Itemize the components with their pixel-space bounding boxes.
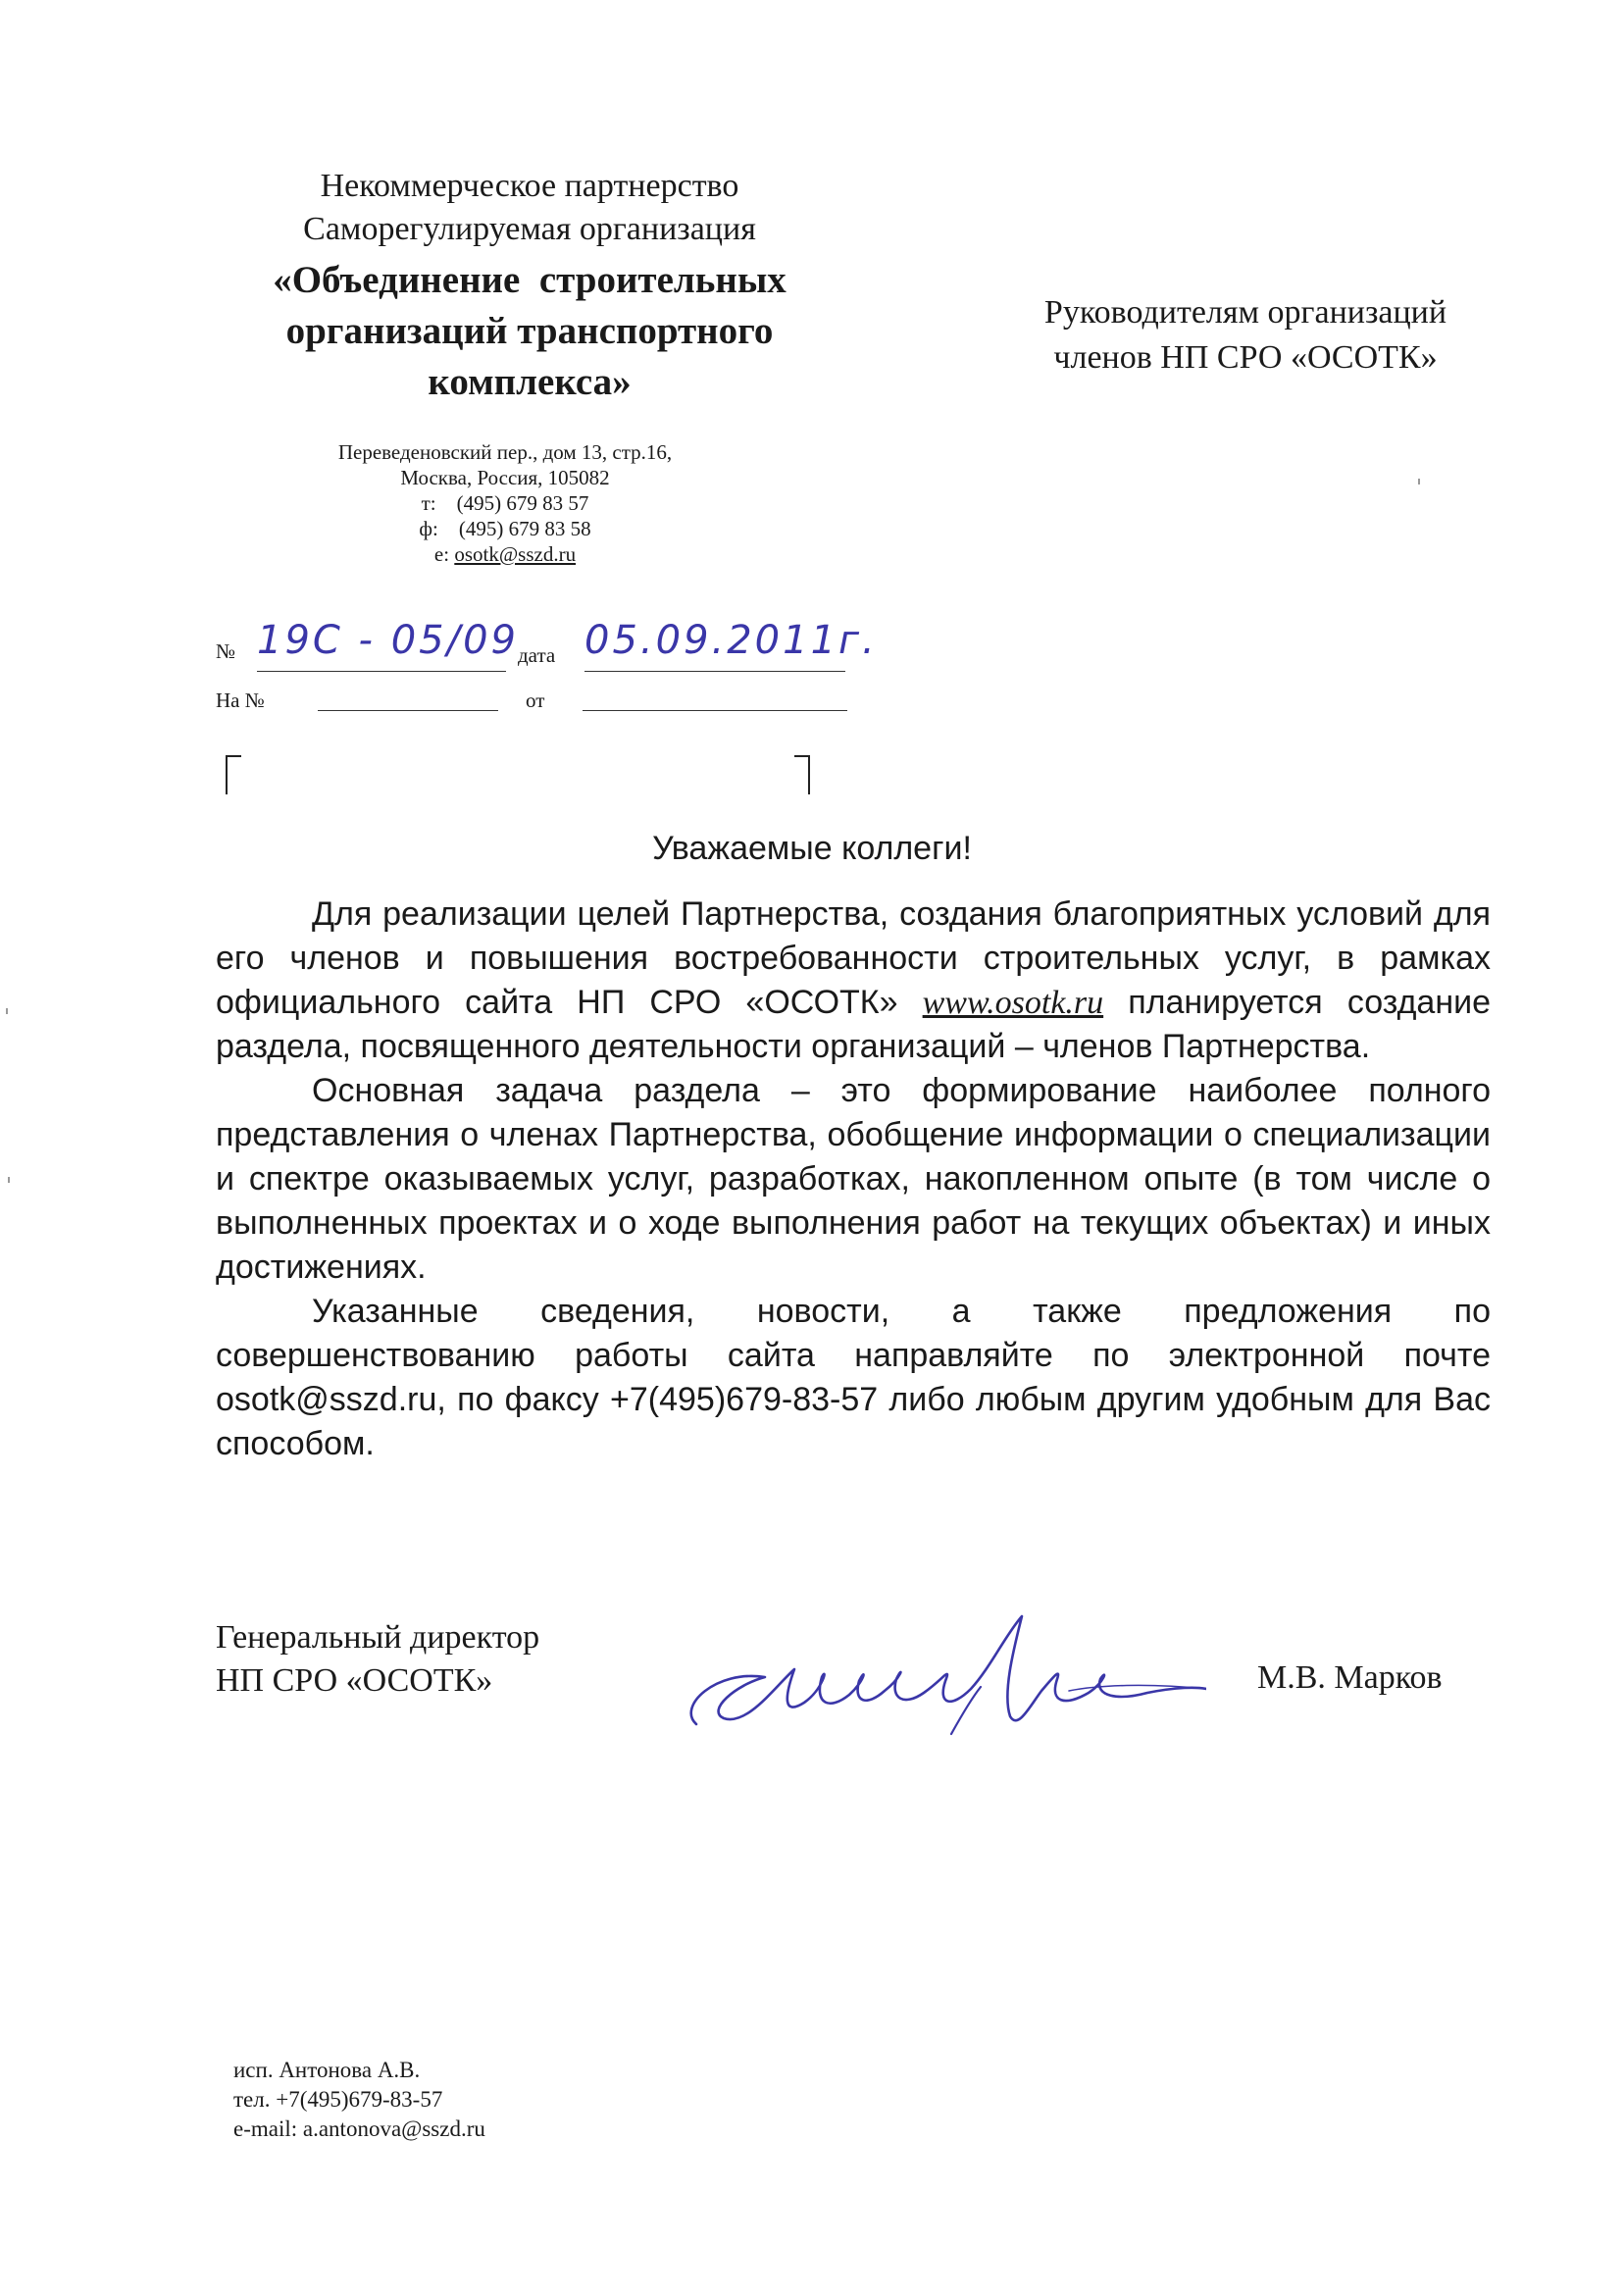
- signatory-name: М.В. Марков: [1257, 1659, 1443, 1696]
- org-name-line-1: «Объединение строительных: [273, 259, 787, 301]
- address-phone: т: (495) 679 83 57: [421, 491, 589, 515]
- org-address: [284, 439, 726, 567]
- paragraph-1: Для реализации целей Партнерства, создания благоприятных условий для его членов и повышения востребованности строительных услуг, в рамках официального сайта НП СРО «ОСОТК» www.osotk.ru планируется создание раздела, посвященного деятельности организаций – членов Партнерства.: [216, 895, 1491, 1065]
- ref-number-line: [318, 710, 498, 711]
- reg-number-handwritten: 19С - 05/09: [257, 618, 519, 663]
- org-status: Саморегулируемая организация: [303, 211, 756, 247]
- address-corner-right: [794, 755, 810, 794]
- executor-phone: тел. +7(495)679-83-57: [233, 2087, 443, 2112]
- reg-date-label: дата: [518, 643, 556, 667]
- executor-info: [233, 2056, 485, 2144]
- signature-image: [657, 1608, 1206, 1756]
- addressee-line-1: Руководителям организаций: [1043, 294, 1447, 331]
- address-email: e: osotk@sszd.ru: [433, 542, 577, 566]
- org-name-line-3: комплекса»: [428, 361, 632, 403]
- scan-speck: [8, 1177, 10, 1183]
- paragraph-2: Основная задача раздела – это формирование наиболее полного представления о членах Партнерства, обобщение информации о специализации и спектре оказываемых услуг, разработках, накопленном опыте (в том числе о выполненных проектах и о ходе выполнения работ на текущих объектах) и иных достижениях.: [216, 1072, 1491, 1286]
- executor-name: исп. Антонова А.В.: [233, 2058, 421, 2082]
- signatory-title: [216, 1616, 539, 1703]
- website-link[interactable]: www.osotk.ru: [922, 985, 1104, 1021]
- reg-date-line: [584, 671, 845, 672]
- signatory-position: Генеральный директор: [216, 1619, 540, 1656]
- org-email-link[interactable]: osotk@sszd.ru: [454, 542, 577, 566]
- scan-speck: [6, 1008, 8, 1014]
- executor-email: e-mail: a.antonova@sszd.ru: [233, 2116, 485, 2141]
- paragraph-3: Указанные сведения, новости, а также предложения по совершенствованию работы сайта направляйте по электронной почте osotk@sszd.ru, по факсу +7(495)679-83-57 либо любым другим удобным для Вас способом.: [216, 1293, 1491, 1462]
- org-type: Некоммерческое партнерство: [320, 168, 739, 204]
- address-fax: ф: (495) 679 83 58: [419, 517, 591, 540]
- scan-speck: [1418, 479, 1420, 484]
- address-corner-left: [226, 755, 241, 794]
- signatory-org: НП СРО «ОСОТК»: [216, 1662, 493, 1699]
- addressee-line-2: членов НП СРО «ОСОТК»: [1053, 339, 1438, 376]
- org-name-line-2: организаций транспортного: [285, 310, 774, 352]
- salutation: Уважаемые коллеги!: [652, 830, 972, 867]
- reg-number-line: [257, 671, 506, 672]
- address-city: Москва, Россия, 105082: [400, 466, 610, 489]
- address-street: Переведеновский пер., дом 13, стр.16,: [337, 440, 673, 464]
- org-header: [196, 165, 863, 408]
- ref-from-label: от: [526, 688, 545, 712]
- ref-from-line: [583, 710, 847, 711]
- reg-date-handwritten: 05.09.2011г.: [584, 618, 878, 663]
- addressee: [971, 290, 1520, 381]
- letter-body: [216, 892, 1491, 1466]
- reg-number-label: №: [216, 639, 236, 663]
- ref-number-label: На №: [216, 688, 265, 712]
